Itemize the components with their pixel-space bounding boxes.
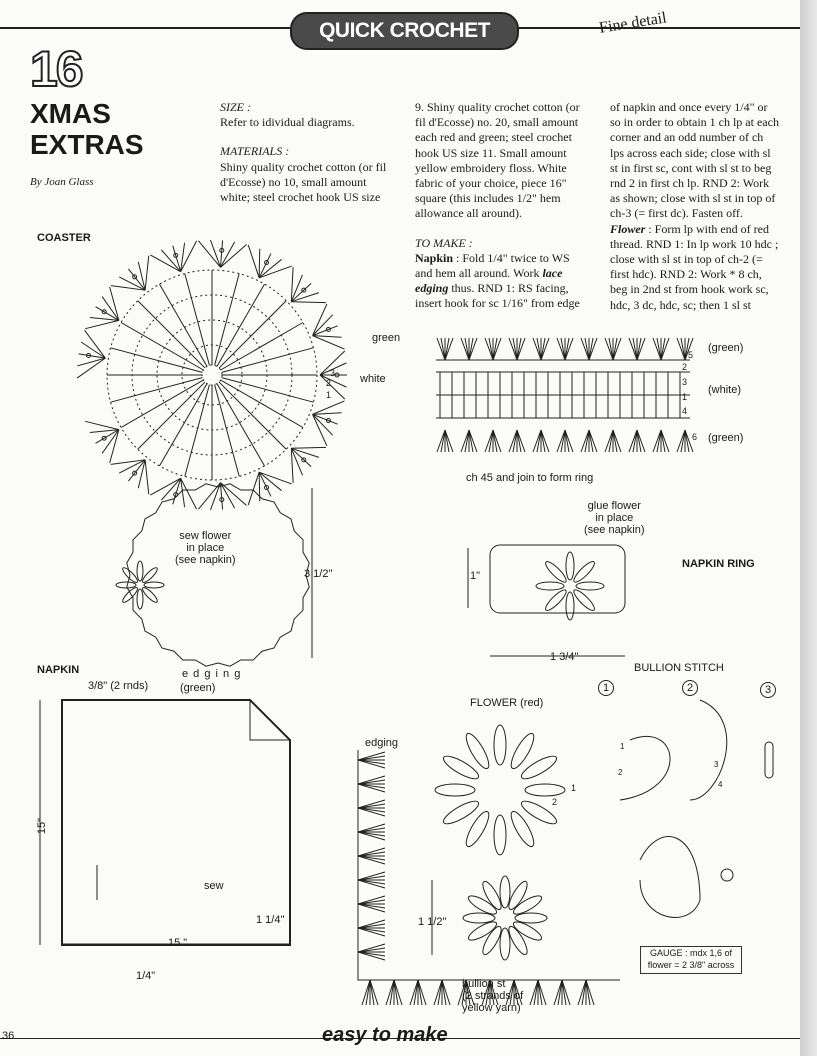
ring-flower-petal: [576, 582, 604, 590]
strip-fan-stitch: [561, 430, 565, 452]
coaster-fan-stitch: [145, 256, 149, 290]
ring-flower-petal: [543, 559, 568, 584]
strip-fan-stitch: [517, 430, 525, 452]
bullion-step-3-thread: [640, 837, 700, 918]
napkin-edging-fan: [534, 980, 538, 1005]
strip-fan-stitch: [637, 338, 645, 360]
napkin-edging-fan: [358, 756, 385, 760]
coaster-round-ring: [202, 365, 222, 385]
flower-round-2: 2: [552, 797, 558, 807]
coaster-fan-stitch: [102, 430, 119, 454]
strip-fan-stitch: [517, 338, 525, 360]
napkin-edging-fan: [438, 980, 442, 1005]
strip-fan-stitch: [661, 430, 665, 452]
napkin-label: Napkin: [415, 250, 454, 265]
coaster-fan-stitch: [313, 315, 333, 336]
coaster-flower-petal: [144, 582, 164, 588]
napkin-edging-fan: [362, 980, 370, 1005]
flower-petal: [463, 913, 495, 923]
to-make-heading: TO MAKE :: [415, 235, 473, 250]
coaster-fan-stitch: [198, 241, 220, 268]
napkin-edging-fan: [358, 944, 385, 952]
napkin-edging-fan: [586, 980, 594, 1005]
strip-fan-stitch: [637, 430, 641, 452]
coaster-fan-stitch: [259, 249, 260, 278]
strip-fan-stitch: [469, 430, 473, 452]
strip-fan-stitch: [465, 338, 469, 360]
brand-logo: easy to make: [322, 1024, 448, 1046]
napkin-edging-fan: [582, 980, 586, 1005]
strip-fan-stitch: [557, 430, 565, 452]
step-3-marker: 3: [760, 682, 776, 698]
strip-fan-stitch: [533, 338, 541, 360]
coaster-fan-stitch: [248, 472, 259, 505]
step-1-marker: 1: [598, 680, 614, 696]
napkin-edging-fan: [358, 904, 385, 912]
strip-caption: ch 45 and join to form ring: [466, 472, 594, 484]
napkin-edging-fan: [358, 920, 385, 928]
napkin-edging-fan: [530, 980, 538, 1005]
materials-continued: 9. Shiny quality crochet cotton (or fil d'Ecosse) no. 20, small amount each red and green; steel crochet hook US size 11. Small amount yellow embroidery floss. White fabric of your choice, piece 16" square (this includes 1/2" hem allowance all around).: [415, 100, 580, 221]
napkin-edging-fan: [358, 880, 385, 888]
bullion-point-1: 1: [620, 742, 625, 751]
napkin-edging-fan: [358, 804, 385, 808]
flower-title: FLOWER (red): [470, 697, 544, 709]
coaster-stitch-spoke: [160, 284, 208, 366]
edge-rounds: 3/8" (2 rnds): [88, 680, 149, 692]
strip-fan-stitch: [653, 430, 661, 452]
napkin-edging-fan: [358, 760, 385, 768]
napkin-edging-fan: [358, 848, 385, 856]
ring-flower-petal: [571, 587, 596, 612]
coaster-stitch-spoke: [160, 384, 208, 466]
strip-fan-stitch: [493, 338, 501, 360]
napkin-edging-fan: [358, 896, 385, 904]
napkin-outline: [62, 700, 290, 945]
strip-fan-stitch: [517, 338, 521, 360]
napkin-title: NAPKIN: [37, 664, 80, 676]
pattern-number: 16: [30, 41, 82, 97]
hem-dim: 1/4": [136, 970, 156, 982]
strip-green-bottom-label: (green): [708, 432, 744, 444]
strip-fan-stitch: [493, 338, 497, 360]
strip-round-4: 4: [682, 406, 688, 416]
strip-round-6: 6: [692, 432, 698, 442]
ring-flower-petal: [571, 559, 596, 584]
napkin-edging-fan: [358, 808, 385, 816]
strip-fan-stitch: [677, 430, 685, 452]
napkin-edging-fan: [358, 776, 385, 784]
strip-fan-stitch: [653, 338, 661, 360]
ring-width: 1 3/4": [550, 651, 579, 663]
strip-fan-stitch: [581, 430, 589, 452]
strip-fan-stitch: [605, 338, 613, 360]
strip-fan-stitch: [537, 430, 541, 452]
napkin-edging-fan: [358, 760, 385, 764]
flower-chart-petal: [441, 797, 482, 827]
coaster-fan-stitch: [259, 472, 281, 491]
strip-fan-stitch: [637, 338, 641, 360]
bullion-note: [462, 978, 523, 1014]
strip-fan-stitch: [513, 338, 517, 360]
napkin-width: 15 ": [168, 937, 188, 949]
napkin-edging-fan: [586, 980, 590, 1005]
flower-chart-petal: [494, 815, 506, 855]
strip-fan-stitch: [685, 430, 689, 452]
coaster-fan-stitch: [210, 240, 220, 267]
napkin-edging-fan: [442, 980, 446, 1005]
napkin-text-2: thus. RND 1: RS facing, insert hook for sc 1/16" from edge: [415, 281, 580, 311]
coaster-fan-stitch: [313, 414, 333, 435]
strip-fan-stitch: [661, 430, 669, 452]
strip-fan-stitch: [613, 338, 617, 360]
flower-chart-petal: [507, 731, 537, 772]
napkin-edging-fan: [358, 952, 385, 956]
gauge-box: [640, 946, 742, 974]
strip-fan-stitch: [557, 338, 565, 360]
napkin-edging-fan: [358, 824, 385, 832]
sew-label: sew: [204, 880, 224, 892]
step-2-marker: 2: [682, 680, 698, 696]
flower-petal: [500, 928, 510, 960]
napkin-edging-fan: [558, 980, 562, 1005]
coaster-fan-stitch: [220, 244, 246, 267]
note-line-1: sew flower: [179, 530, 232, 542]
coaster-fan-stitch: [85, 320, 119, 328]
strip-fan-stitch: [589, 430, 593, 452]
strip-fan-stitch: [661, 338, 665, 360]
coaster-flower-petal: [121, 586, 139, 604]
title-line-2: EXTRAS: [30, 129, 144, 160]
strip-fan-stitch: [565, 338, 569, 360]
gauge-line-2: flower = 2 3/8" across: [647, 960, 735, 970]
flower-chart-petal: [462, 731, 492, 772]
coaster-stitch-spoke: [121, 323, 203, 371]
napkin-edging-fan: [370, 980, 374, 1005]
strip-fan-stitch: [637, 430, 645, 452]
strip-fan-stitch: [493, 430, 501, 452]
edging-color: (green): [180, 682, 216, 694]
strip-fan-stitch: [629, 430, 637, 452]
ring-note-line-1: glue flower: [587, 500, 641, 512]
coaster-fan-stitch: [291, 447, 326, 448]
strip-fan-stitch: [441, 430, 445, 452]
napkin-edging-fan: [414, 980, 418, 1005]
napkin-edging-fan: [358, 832, 385, 840]
strip-fan-stitch: [445, 338, 453, 360]
edging-chart-label: edging: [365, 737, 399, 749]
napkin-edging-fan: [358, 928, 385, 936]
napkin-edging-fan: [358, 832, 385, 836]
napkin-edging-fan: [358, 856, 385, 864]
napkin-edging-fan: [418, 980, 426, 1005]
strip-fan-stitch: [445, 430, 453, 452]
strip-fan-stitch: [469, 430, 477, 452]
strip-fan-stitch: [445, 338, 449, 360]
napkin-edging-fan: [578, 980, 586, 1005]
coaster-fan-stitch: [291, 293, 319, 302]
strip-fan-stitch: [589, 338, 597, 360]
title-line-1: XMAS: [30, 98, 111, 129]
napkin-edging-fan: [358, 928, 385, 932]
flower-chart-petal: [507, 809, 537, 850]
strip-fan-stitch: [469, 338, 477, 360]
flower-round-1: 1: [571, 783, 577, 793]
strip-fan-stitch: [541, 430, 545, 452]
napkin-continued: of napkin and once every 1/4" or so in order to obtain 1 ch lp at each corner and an odd number of ch lps across each side; close with sl st in first sc, cont with sl st to beg rnd 2 in first ch lp. RND 2: Work as shown; close with sl st in top of ch-3 (= first dc). Fasten off.: [610, 100, 779, 221]
bullion-point-2: 2: [618, 768, 623, 777]
strip-fan-stitch: [633, 338, 637, 360]
size-heading: SIZE :: [220, 100, 251, 114]
coaster-fan-stitch: [102, 297, 119, 321]
bullion-note-line-2: (2 strands of: [462, 990, 524, 1002]
strip-fan-stitch: [509, 430, 517, 452]
strip-fan-stitch: [581, 338, 589, 360]
flower-chart-petal: [435, 784, 475, 796]
size-text: Refer to idividual diagrams.: [220, 115, 355, 130]
page-edge-shadow: [800, 0, 817, 1056]
strip-fan-stitch: [541, 338, 549, 360]
fine-detail-badge: Fine detail: [598, 9, 668, 37]
strip-fan-stitch: [541, 338, 545, 360]
flower-petal: [515, 913, 547, 923]
lace-edging-emphasis: lace edging: [415, 266, 563, 296]
napkin-edging-fan: [358, 952, 385, 960]
bullion-note-line-3: yellow yarn): [462, 1002, 521, 1014]
napkin-edging-fan: [434, 980, 442, 1005]
strip-round-1: 1: [682, 392, 688, 402]
napkin-edging-fan: [358, 784, 385, 792]
strip-fan-stitch: [613, 338, 621, 360]
strip-fan-stitch: [633, 430, 637, 452]
strip-fan-stitch: [613, 430, 617, 452]
flower-text: : Form lp with end of red thread. RND 1: In lp work 10 hdc ; close with sl st in top of ch-2 (= first hdc). RND 2: Work * 8 ch, beg in 2nd st from hook work sc, hdc, 3 dc, hdc, sc; then 1 sl st: [610, 221, 779, 312]
coaster-fan-stitch: [291, 448, 319, 457]
gauge-line-1: GAUGE : mdx 1,6 of: [649, 948, 733, 958]
strip-fan-stitch: [537, 338, 541, 360]
strip-fan-stitch: [565, 430, 573, 452]
strip-fan-stitch: [589, 430, 597, 452]
strip-fan-stitch: [493, 430, 497, 452]
ring-flower-petal: [536, 582, 564, 590]
napkin-edging-fan: [538, 980, 546, 1005]
ring-flower-petal: [543, 587, 568, 612]
ring-flower-petal: [566, 552, 574, 580]
napkin-edging-fan: [366, 980, 370, 1005]
napkin-height: 15": [36, 817, 49, 835]
napkin-edging-fan: [358, 872, 385, 880]
strip-fan-stitch: [609, 338, 613, 360]
strip-fan-stitch: [605, 430, 613, 452]
strip-fan-stitch: [661, 338, 669, 360]
coaster-flower-note: [175, 530, 236, 566]
coaster-flower-petal: [116, 582, 136, 588]
author-byline: By Joan Glass: [30, 176, 94, 188]
napkin-edging-fan: [370, 980, 378, 1005]
bullion-note-line-1: bullion st: [462, 978, 506, 990]
bullion-point-3: 3: [714, 760, 719, 769]
strip-fan-stitch: [509, 338, 517, 360]
napkin-edging-fan: [358, 752, 385, 760]
strip-round-2: 2: [682, 362, 688, 372]
bullion-flower-center: [721, 869, 733, 881]
ring-note-line-2: in place: [595, 512, 634, 524]
bullion-title: BULLION STITCH: [634, 662, 724, 674]
ring-flower-note: [584, 500, 645, 536]
strip-fan-stitch: [485, 338, 493, 360]
strip-fan-stitch: [513, 430, 517, 452]
coaster-flower-petal: [141, 586, 159, 604]
coaster-fan-stitch: [85, 421, 119, 429]
flower-chart-petal: [441, 752, 482, 782]
flower-diameter: 1 1/2": [418, 916, 447, 928]
bullion-step-1-thread: [620, 736, 670, 800]
strip-fan-stitch: [681, 338, 685, 360]
napkin-edging-fan: [394, 980, 398, 1005]
coaster-diameter: 3 1/2": [304, 568, 333, 580]
coaster-title: COASTER: [37, 232, 91, 244]
napkin-edging-fan: [358, 948, 385, 952]
note-line-2: in place: [186, 542, 225, 554]
napkin-edging-chart: [358, 750, 623, 980]
napkin-edging-fan: [562, 980, 570, 1005]
napkin-edging-fan: [554, 980, 562, 1005]
strip-fan-stitch: [461, 430, 469, 452]
coaster-green-label: green: [372, 332, 401, 344]
coaster-fan-stitch: [77, 358, 105, 366]
napkin-edging-fan: [358, 808, 385, 812]
coaster-fan-stitch: [77, 358, 105, 378]
coaster-fan-stitch: [259, 259, 281, 278]
strip-fan-stitch: [565, 430, 569, 452]
coaster-stitch-spoke: [221, 380, 303, 428]
strip-fan-stitch: [657, 338, 661, 360]
coaster-round-1: 1: [326, 390, 332, 400]
napkin-ring-title: NAPKIN RING: [682, 558, 755, 570]
strip-fan-stitch: [561, 338, 565, 360]
strip-fan-stitch: [629, 338, 637, 360]
strip-white-label: (white): [708, 384, 742, 396]
coaster-stitch-spoke: [221, 323, 303, 371]
strip-round-3: 3: [682, 377, 688, 387]
napkin-edging-fan: [386, 980, 394, 1005]
napkin-edging-fan: [358, 900, 385, 904]
strip-fan-stitch: [589, 338, 593, 360]
flower-chart-petal: [519, 752, 560, 782]
napkin-edging-fan: [394, 980, 402, 1005]
coaster-white-label: white: [360, 373, 386, 385]
napkin-edging-fan: [410, 980, 418, 1005]
coaster-round-3: 3: [330, 368, 336, 378]
coaster-fan-stitch: [291, 302, 326, 303]
coaster-round-2: 2: [326, 378, 332, 388]
coaster-fan-stitch: [320, 375, 345, 399]
flower-petal: [500, 876, 510, 908]
napkin-edging-fan: [358, 904, 385, 908]
strip-green-top-label: (green): [708, 342, 744, 354]
strip-fan-stitch: [437, 430, 445, 452]
coaster-fan-stitch: [145, 460, 149, 494]
bullion-point-4: 4: [718, 780, 723, 789]
materials-text: Shiny quality crochet cotton (or fil d'Ecosse) no 10, small amount white; steel crochet hook US size: [220, 159, 387, 205]
napkin-edging-fan: [358, 852, 385, 856]
napkin-edging-fan: [358, 780, 385, 784]
strip-round-5: 5: [688, 350, 694, 360]
bullion-finished-stitch: [765, 742, 773, 778]
flower-chart-petal: [525, 784, 565, 796]
napkin-edging-fan: [418, 980, 422, 1005]
napkin-edging-fan: [442, 980, 450, 1005]
napkin-edging-fan: [538, 980, 542, 1005]
napkin-edging-fan: [390, 980, 394, 1005]
corner-dim: 1 1/4": [256, 914, 285, 926]
coaster-stitch-spoke: [121, 380, 203, 428]
strip-fan-stitch: [541, 430, 549, 452]
strip-fan-stitch: [585, 338, 589, 360]
strip-fan-stitch: [585, 430, 589, 452]
flower-chart-petal: [494, 725, 506, 765]
coaster-flower-petal: [137, 561, 143, 581]
strip-fan-stitch: [517, 430, 521, 452]
strip-fan-stitch: [609, 430, 613, 452]
flower-label: Flower: [610, 221, 646, 236]
napkin-edging-fan: [358, 828, 385, 832]
ring-note-line-3: (see napkin): [584, 524, 645, 536]
section-banner: QUICK CROCHET: [290, 12, 519, 50]
napkin-edging-fan: [358, 784, 385, 788]
strip-fan-stitch: [465, 430, 469, 452]
coaster-fan-stitch: [291, 267, 293, 302]
strip-fan-stitch: [565, 338, 573, 360]
note-line-3: (see napkin): [175, 554, 236, 566]
edging-word: e d g i n g: [182, 668, 242, 680]
coaster-flower-petal: [141, 566, 159, 584]
strip-fan-stitch: [533, 430, 541, 452]
strip-fan-stitch: [489, 338, 493, 360]
napkin-edging-fan: [358, 876, 385, 880]
strip-fan-stitch: [485, 430, 493, 452]
napkin-edging-fan: [358, 924, 385, 928]
napkin-edging-fan: [562, 980, 566, 1005]
coaster-stitch-spoke: [217, 384, 265, 466]
flower-chart-petal: [462, 809, 492, 850]
coaster-fan-stitch: [248, 245, 259, 278]
strip-fan-stitch: [461, 338, 469, 360]
strip-fan-stitch: [677, 338, 685, 360]
ring-height: 1": [470, 570, 481, 582]
ring-flower-petal: [566, 592, 574, 620]
strip-fan-stitch: [441, 338, 445, 360]
strip-fan-stitch: [613, 430, 621, 452]
strip-fan-stitch: [681, 430, 685, 452]
strip-fan-stitch: [489, 430, 493, 452]
page-number: 36: [2, 1030, 15, 1042]
materials-heading: MATERIALS :: [220, 144, 290, 159]
coaster-stitch-spoke: [217, 284, 265, 366]
napkin-text-1: : Fold 1/4" twice to WS and hem all around. Work: [415, 250, 570, 281]
napkin-edging-fan: [358, 800, 385, 808]
napkin-edging-fan: [358, 880, 385, 884]
strip-fan-stitch: [445, 430, 449, 452]
napkin-edging-fan: [358, 856, 385, 860]
coaster-flower-petal: [137, 589, 143, 609]
strip-fan-stitch: [437, 338, 445, 360]
strip-fan-stitch: [469, 338, 473, 360]
coaster-fan-stitch: [291, 448, 293, 483]
strip-fan-stitch: [657, 430, 661, 452]
